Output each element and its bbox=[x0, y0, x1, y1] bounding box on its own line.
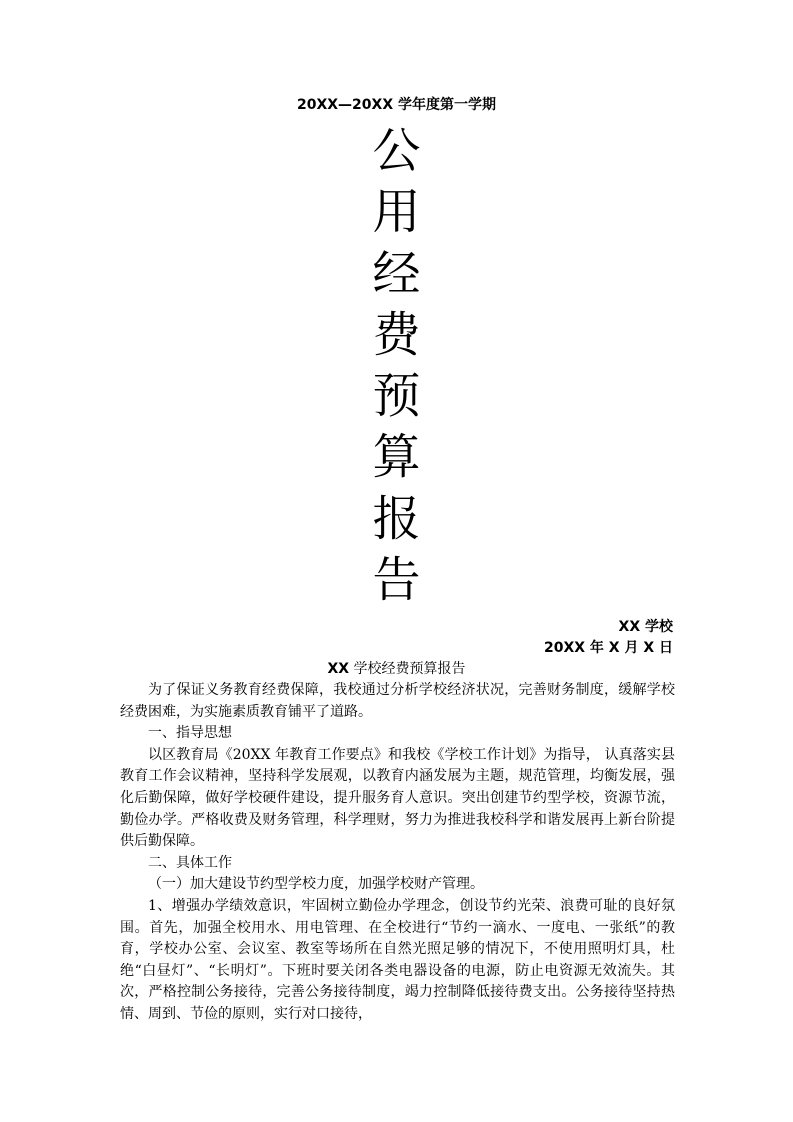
section-heading-guiding-ideology: 一、指导思想 bbox=[148, 725, 232, 742]
cover-title-char: 用 bbox=[372, 184, 421, 241]
cover-title-char: 经 bbox=[372, 245, 421, 302]
section-heading-specific-work: 二、具体工作 bbox=[148, 854, 232, 871]
cover-title-char: 费 bbox=[372, 306, 421, 363]
intro-paragraph: 为了保证义务教育经费保障，我校通过分析学校经济状况，完善财务制度，缓解学校经费困难，为实施素质教育铺平了道路。 bbox=[120, 682, 675, 720]
report-date: 20XX 年 X 月 X 日 bbox=[543, 640, 673, 656]
cover-title-char: 报 bbox=[372, 490, 421, 547]
report-title-rest: 学校经费预算报告 bbox=[349, 661, 466, 677]
report-title bbox=[0, 659, 793, 679]
report-title-prefix: XX bbox=[327, 661, 350, 677]
cover-title-char: 预 bbox=[372, 368, 421, 425]
item-1-paragraph: 1、增强办学绩效意识，牢固树立勤俭办学理念，创设节约光荣、浪费可耻的良好氛围。首先，加强全校用水、用电管理、在全校进行“节约一滴水、一度电、一张纸”的教育，学校办公室、会议室、教室等场所在自然光照足够的情况下，不使用照明灯具，杜绝“白昼灯”、“长明灯”。下班时要关闭各类电器设备的电源，防止电资源无效流失。其次，严格控制公务接待，完善公务接待制度，竭力控制降低接待费支出。公务接待坚持热情、周到、节俭的原则，实行对口接待， bbox=[120, 897, 675, 1022]
subsection-heading: （一）加大建设节约型学校力度，加强学校财产管理。 bbox=[148, 876, 484, 893]
guiding-ideology-paragraph: 以区教育局《20XX 年教育工作要点》和我校《学校工作计划》为指导， 认真落实县教育工作会议精神，坚持科学发展观，以教育内涵发展为主题，规范管理，均衡发展，强化后勤保障，做好学校硬件建设，提升服务育人意识。突出创建节约型学校，资源节流，勤俭办学。严格收费及财务管理，科学理财，努力为推进我校科学和谐发展再上新台阶提供后勤保障。 bbox=[120, 746, 675, 850]
report-body bbox=[120, 680, 675, 1026]
cover-title-char: 算 bbox=[372, 429, 421, 486]
cover-title-char: 公 bbox=[372, 123, 421, 179]
cover-title bbox=[0, 121, 793, 611]
cover-title-char: 告 bbox=[372, 552, 421, 609]
school-name: XX 学校 bbox=[618, 619, 673, 635]
academic-term-heading: 20XX—20XX 学年度第一学期 bbox=[296, 97, 496, 113]
